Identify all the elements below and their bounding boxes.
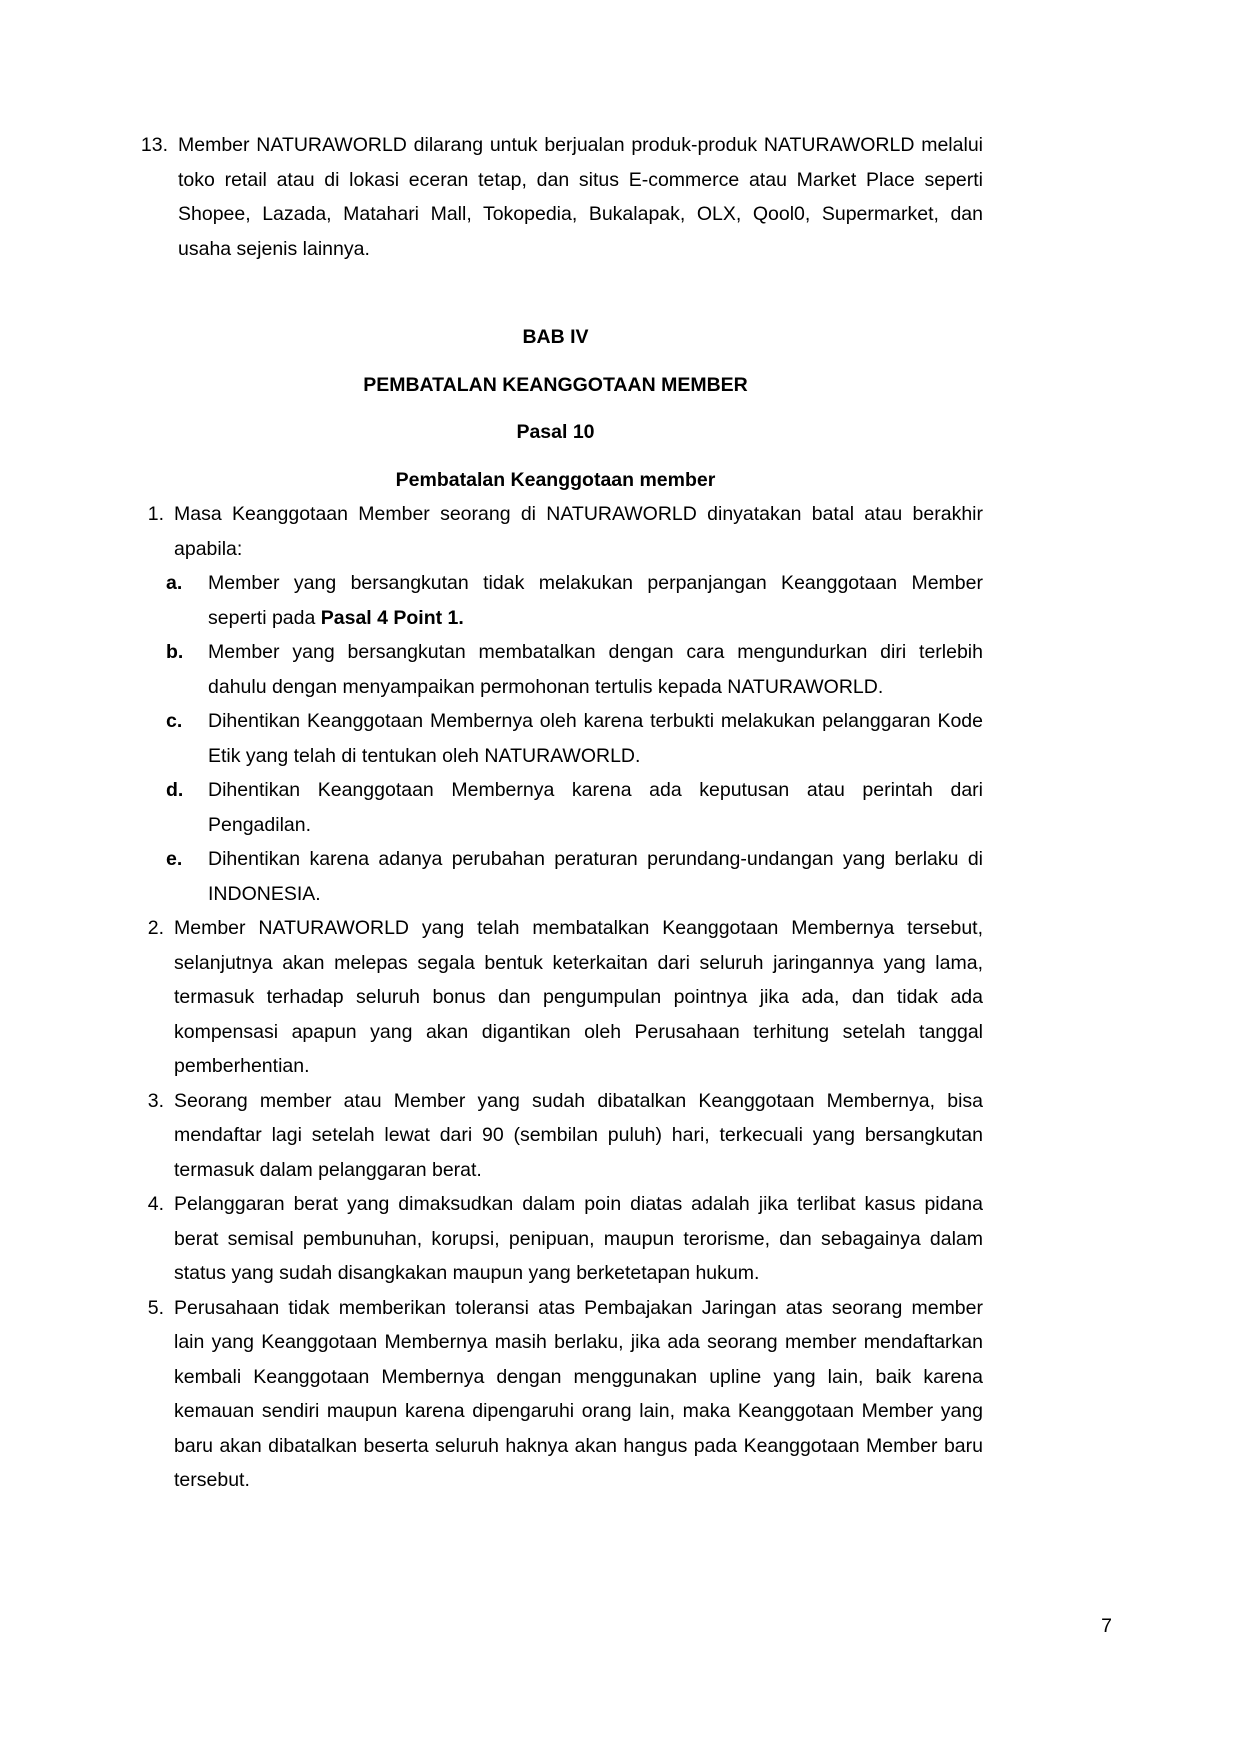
list-marker: 1.: [147, 503, 164, 525]
sub-list-item-b: [166, 635, 983, 704]
ordered-list: [128, 497, 983, 1498]
heading-pasal: Pasal 10: [516, 421, 595, 443]
heading-spacer: [128, 355, 983, 368]
sub-list-item-d: [166, 773, 983, 842]
sub-list-item-text: Dihentikan Keanggotaan Membernya karena ada keputusan atau perintah dari Pengadilan.: [208, 779, 983, 836]
list-item-text: Masa Keanggotaan Member seorang di NATURAWORLD dinyatakan batal atau berakhir apabila:: [174, 503, 983, 560]
list-marker: 13.: [140, 134, 168, 156]
sub-list-item-text: Member yang bersangkutan tidak melakukan perpanjangan Keanggotaan Member seperti pada: [208, 572, 983, 629]
list-item-13: [128, 128, 983, 266]
list-item-4: [128, 1187, 983, 1291]
list-item-3: [128, 1084, 983, 1188]
heading-bab: BAB IV: [522, 326, 589, 348]
sub-list-marker: b.: [166, 641, 184, 663]
sub-list-item-e: [166, 842, 983, 911]
list-item-1: [128, 497, 983, 566]
heading-pasal-title: Pembatalan Keanggotaan member: [395, 468, 716, 491]
sub-list-item-text: Dihentikan Keanggotaan Membernya oleh karena terbukti melakukan pelanggaran Kode Etik yang telah di tentukan oleh NATURAWORLD.: [208, 710, 983, 767]
sub-list-marker: c.: [166, 710, 183, 732]
sub-list-marker: d.: [166, 779, 184, 801]
list-item-text: Pelanggaran berat yang dimaksudkan dalam poin diatas adalah jika terlibat kasus pidana berat semisal pembunuhan, korupsi, penipuan, maupun terorisme, dan sebagainya dalam status yang sudah disangkakan maupun yang berketetapan hukum.: [174, 1193, 983, 1284]
sub-list-marker: a.: [166, 572, 183, 594]
heading-bab-title: PEMBATALAN KEANGGOTAAN MEMBER: [363, 373, 748, 396]
page-content: [128, 128, 983, 1498]
list-item-5: [128, 1291, 983, 1498]
list-item-2: [128, 911, 983, 1084]
sub-list-item-emphasis: Pasal 4 Point 1.: [320, 606, 464, 629]
list-item-text: Seorang member atau Member yang sudah dibatalkan Keanggotaan Membernya, bisa mendaftar lagi setelah lewat dari 90 (sembilan puluh) hari, terkecuali yang bersangkutan termasuk dalam pelanggaran berat.: [174, 1089, 983, 1181]
sub-list-marker: e.: [166, 848, 183, 870]
heading-spacer: [128, 402, 983, 415]
sub-list-item-text: Member yang bersangkutan membatalkan dengan cara mengundurkan diri terlebih dahulu dengan menyampaikan permohonan tertulis kepada NATURAWORLD.: [208, 641, 983, 698]
list-item-text: Member NATURAWORLD dilarang untuk berjualan produk-produk NATURAWORLD melalui toko retail atau di lokasi eceran tetap, dan situs E-commerce atau Market Place seperti Shopee, Lazada, Matahari Mall, Tokopedia, Bukalapak, OLX, Qool0, Supermarket, dan usaha sejenis lainnya.: [178, 134, 983, 260]
list-item-text: Perusahaan tidak memberikan toleransi atas Pembajakan Jaringan atas seorang member lain yang Keanggotaan Membernya masih berlaku, jika ada seorang member mendaftarkan kembali Keanggotaan Membernya dengan menggunakan upline yang lain, baik karena kemauan sendiri maupun karena dipengaruhi orang lain, maka Keanggotaan Member yang baru akan dibatalkan beserta seluruh haknya akan hangus pada Keanggotaan Member baru tersebut.: [174, 1296, 983, 1491]
list-marker: 4.: [147, 1193, 164, 1215]
sub-list-item-c: [166, 704, 983, 773]
list-item-text: Member NATURAWORLD yang telah membatalkan Keanggotaan Membernya tersebut, selanjutnya akan melepas segala bentuk keterkaitan dari seluruh jaringannya yang lama, termasuk terhadap seluruh bonus dan pengumpulan pointnya jika ada, dan tidak ada kompensasi apapun yang akan digantikan oleh Perusahaan terhitung setelah tanggal pemberhentian.: [174, 917, 983, 1077]
list-marker: 2.: [147, 917, 164, 939]
sub-list-item-a: [166, 566, 983, 635]
page-number: 7: [1101, 1615, 1112, 1637]
list-marker: 3.: [147, 1089, 164, 1112]
sub-list-item-text: Dihentikan karena adanya perubahan peraturan perundang-undangan yang berlaku di INDONESIA.: [208, 848, 983, 905]
heading-spacer: [128, 450, 983, 463]
list-marker: 5.: [147, 1296, 164, 1319]
section-spacer: [128, 266, 983, 320]
